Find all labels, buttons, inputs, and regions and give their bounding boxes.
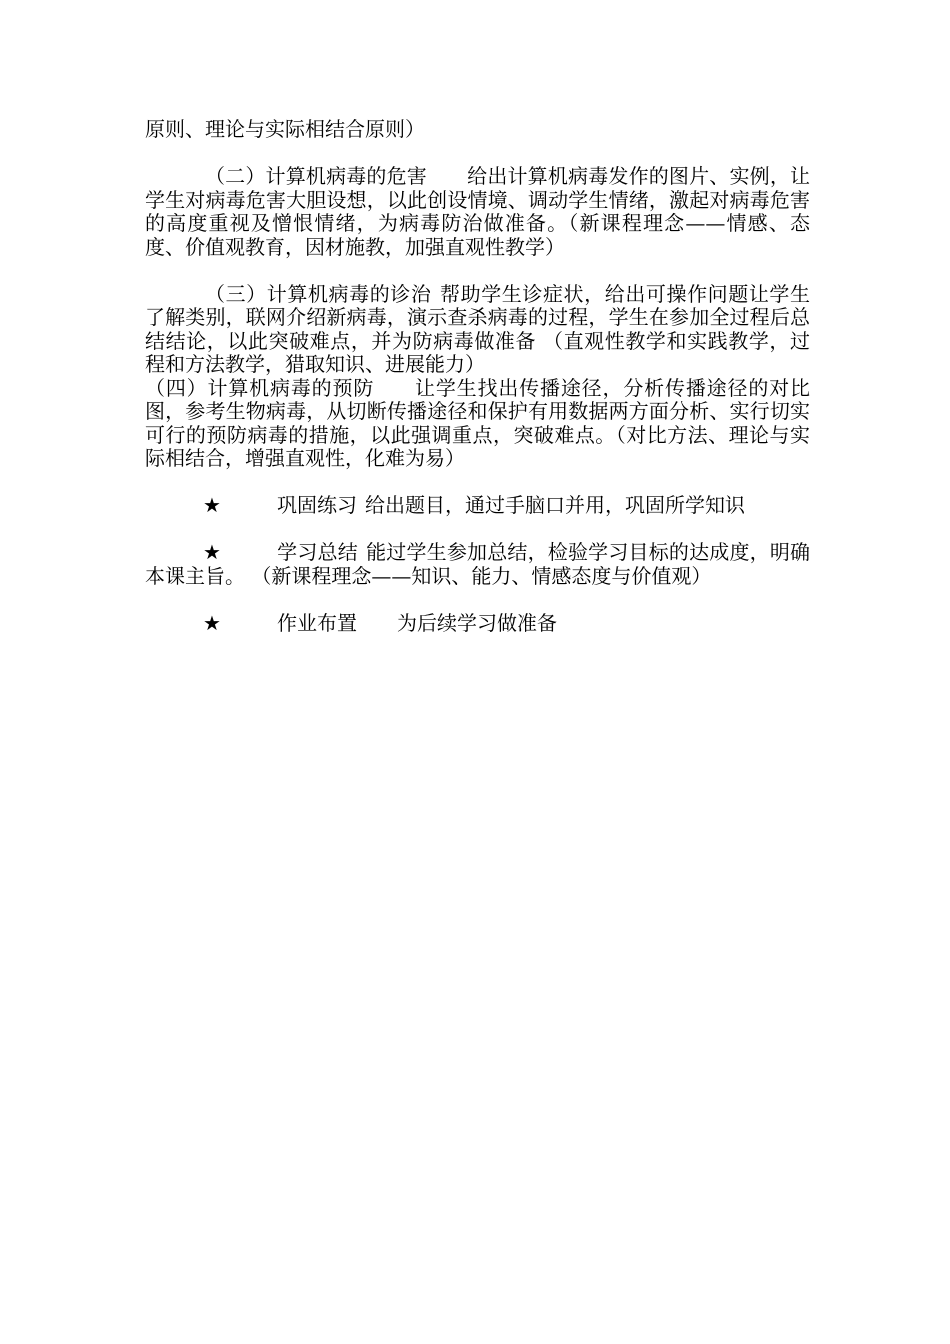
section-heading-diagnosis: （三）计算机病毒的诊治 — [205, 281, 432, 306]
paragraph-gap — [145, 518, 810, 542]
step-body: 给出题目，通过手脑口并用，巩固所学知识 — [365, 493, 745, 517]
star-icon: ★ — [203, 610, 221, 635]
step-summary — [145, 541, 810, 588]
step-title: 巩固练习 — [277, 493, 357, 517]
section-heading-prevention: （四）计算机病毒的预防 — [145, 375, 375, 400]
step-title: 学习总结 — [277, 540, 358, 564]
step-homework — [145, 612, 810, 636]
paragraph-text: 原则、理论与实际相结合原则） — [145, 117, 425, 141]
paragraph-gap — [145, 471, 810, 495]
star-icon: ★ — [203, 540, 221, 564]
paragraph-gap — [145, 588, 810, 612]
section-body-harm: 给出计算机病毒发作的图片、实例，让学生对病毒危害大胆设想，以此创设情境、调动学生情绪，激起对病毒危害的高度重视及憎恨情绪，为病毒防治做准备。（新课程理念——情感、态度、价值观教育，因材施教，加强直观性教学） — [145, 164, 811, 259]
step-body: 为后续学习做准备 — [397, 610, 557, 635]
paragraph-virus-harm — [145, 165, 810, 259]
document-body — [145, 118, 810, 635]
step-body: 能过学生参加总结，检验学习目标的达成度，明确本课主旨。 （新课程理念——知识、能力、情感态度与价值观） — [145, 540, 811, 588]
step-title: 作业布置 — [277, 610, 357, 635]
paragraph-virus-prevention — [145, 377, 810, 471]
paragraph-gap — [145, 259, 810, 283]
paragraph-gap — [145, 142, 810, 166]
paragraph-principles-tail — [145, 118, 810, 142]
section-heading-harm: （二）计算机病毒的危害 — [205, 164, 427, 188]
step-practice — [145, 494, 810, 518]
section-body-prevention: 让学生找出传播途径，分析传播途径的对比图，参考生物病毒，从切断传播途径和保护有用数据两方面分析、实行切实可行的预防病毒的措施，以此强调重点，突破难点。（对比方法、理论与实际相结合，增强直观性，化难为易） — [145, 375, 811, 470]
star-icon: ★ — [203, 493, 221, 517]
section-body-diagnosis: 帮助学生诊症状，给出可操作问题让学生了解类别，联网介绍新病毒，演示查杀病毒的过程，学生在参加全过程后总结结论，以此突破难点，并为防病毒做准备 （直观性教学和实践教学，过程和方法教学，猎取知识、进展能力） — [145, 281, 811, 376]
paragraph-virus-diagnosis — [145, 283, 810, 377]
